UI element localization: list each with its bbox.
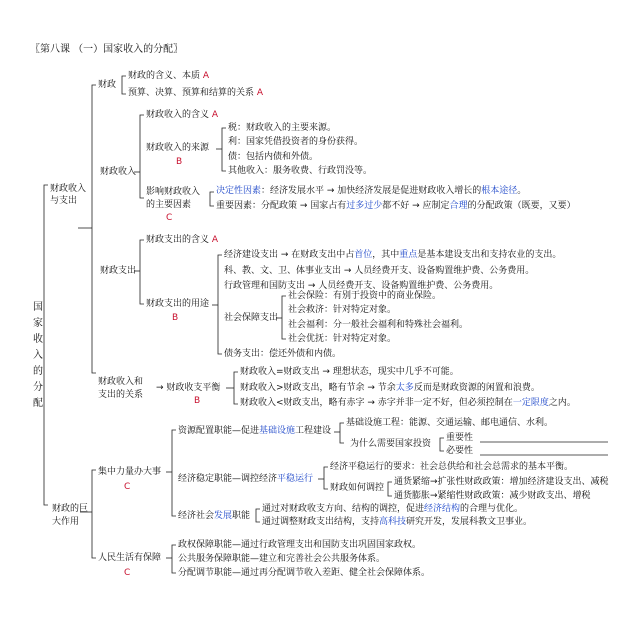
live-brace bbox=[172, 545, 176, 573]
public-function: 公共服务保障职能—建立和完善社会公共服务体系。 bbox=[178, 554, 386, 564]
s1-node: 财政收入与支出 bbox=[50, 184, 87, 206]
dev-brace bbox=[256, 509, 260, 522]
source-profit: 利：国家凭借投资者的身份获得。 bbox=[228, 137, 364, 147]
grade-c: C bbox=[124, 482, 131, 492]
s2-node: 财政的巨大作用 bbox=[52, 504, 89, 527]
decisive-factor: 决定性因素：经济发展水平 → 加快经济发展是促进财政收入增长的根本途径。 bbox=[216, 186, 527, 196]
grade-b: B bbox=[172, 313, 179, 323]
src-brace bbox=[222, 128, 226, 171]
stab-requirement: 经济平稳运行的要求：社会总供给和社会总需求的基本平衡。 bbox=[330, 462, 574, 472]
grade-c: C bbox=[124, 568, 131, 578]
grade-b: B bbox=[194, 396, 201, 406]
importance: 重要性 bbox=[446, 433, 474, 443]
big-node: 集中力量办大事 bbox=[98, 467, 162, 477]
rev-meaning: 财政收入的含义 A bbox=[146, 110, 219, 120]
infra-projects: 基础设施工程：能源、交通运输、邮电通信、水利。 bbox=[346, 418, 554, 428]
rev-brace bbox=[140, 115, 144, 198]
rel-node-2: 支出的关系 bbox=[98, 390, 144, 400]
how-brace bbox=[388, 482, 392, 496]
exp-brace bbox=[140, 240, 144, 304]
stab-brace bbox=[324, 467, 328, 489]
fac-brace bbox=[210, 192, 214, 206]
grade-a: A bbox=[211, 235, 219, 245]
rev-sources: 财政收入的来源 bbox=[146, 143, 210, 153]
dist-function: 分配调节职能—通过再分配调节收入差距、健全社会保障体系。 bbox=[178, 568, 431, 578]
why-brace bbox=[440, 438, 444, 451]
admin-expense: 行政管理和国防支出 → 人员经费开支、设备购置维护费、公务费用。 bbox=[224, 281, 499, 291]
rev-eq-exp: 财政收入=财政支出 → 理想状态，现实中几乎不可能。 bbox=[240, 367, 459, 377]
soc-brace bbox=[282, 296, 286, 339]
deflation-policy: 通货紧缩→扩张性财政政策：增加经济建设支出、减税 bbox=[394, 477, 609, 487]
stab-function: 经济稳定职能—调控经济平稳运行 bbox=[178, 474, 314, 484]
alloc-function: 资源配置职能—促进基础设施工程建设 bbox=[178, 426, 332, 436]
s1-brace bbox=[92, 85, 96, 373]
fin-item-1: 财政的含义、本质 A bbox=[128, 71, 210, 81]
rev-factors-2: 的主要因素 bbox=[146, 200, 192, 210]
why-invest: 为什么需要国家投资 bbox=[350, 439, 432, 449]
exp-meaning: 财政支出的含义 A bbox=[146, 235, 219, 245]
dev-function: 经济社会发展职能 bbox=[178, 511, 251, 521]
exp-uses: 财政支出的用途 bbox=[146, 299, 210, 309]
fin-item-2: 预算、决算、预算和结算的关系 A bbox=[128, 88, 264, 98]
rev-lt-exp: 财政收入<财政支出，略有赤字 → 赤字并非一定不好，但必须控制在一定限度之内。 bbox=[240, 398, 576, 408]
root-node: 国家收入的分配 bbox=[33, 302, 43, 409]
s2-brace bbox=[92, 470, 96, 558]
how-control: 财政如何调控 bbox=[330, 483, 385, 493]
social-care: 社会优抚：针对特定对象。 bbox=[288, 334, 397, 344]
balance: → 财政收支平衡 bbox=[156, 383, 221, 393]
social-welfare: 社会福利：分一般社会福利和特殊社会福利。 bbox=[288, 320, 469, 330]
inflation-policy: 通货膨胀→紧缩性财政政策：减少财政支出、增税 bbox=[394, 491, 591, 501]
social-aid: 社会救济：针对特定对象。 bbox=[288, 305, 397, 315]
live-node: 人民生活有保障 bbox=[98, 553, 162, 563]
source-tax: 税：财政收入的主要来源。 bbox=[228, 123, 337, 133]
grade-b: B bbox=[176, 157, 183, 167]
rev-factors-1: 影响财政收入 bbox=[146, 187, 201, 197]
fin-brace bbox=[122, 76, 126, 94]
big-brace bbox=[172, 430, 176, 516]
important-factor: 重要因素：分配政策 → 国家占有过多过少都不好 → 应制定合理的分配政策（既要，又要） bbox=[216, 201, 576, 211]
source-debt: 债：包括内债和外债。 bbox=[228, 152, 319, 162]
rel-node-1: 财政收入和 bbox=[98, 377, 144, 387]
dev-item-2: 通过调整财政支出结构，支持高科技研究开发，发展科教文卫事业。 bbox=[262, 517, 533, 527]
dev-item-1: 通过对财政收支方向、结构的调控，促进经济结构的合理与优化。 bbox=[262, 504, 524, 514]
rev-gt-exp: 财政收入>财政支出，略有节余 → 节余太多反而是财政资源的闲置和浪费。 bbox=[240, 383, 540, 393]
grade-a: A bbox=[211, 110, 219, 120]
root-brace bbox=[44, 185, 48, 505]
debt-expense: 债务支出：偿还外债和内债。 bbox=[224, 349, 342, 359]
social-insurance: 社会保险：有别于投资中的商业保险。 bbox=[288, 291, 442, 301]
fin-node: 财政 bbox=[98, 80, 117, 90]
econ-expense: 经济建设支出 → 在财政支出中占首位，其中重点是基本建设支出和支持农业的支出。 bbox=[224, 250, 562, 260]
grade-c: C bbox=[166, 213, 173, 223]
necessity: 必要性 bbox=[446, 446, 474, 456]
exp-node: 财政支出 bbox=[100, 266, 137, 276]
source-other: 其他收入：服务收费、行政罚没等。 bbox=[228, 166, 373, 176]
rel-brace bbox=[234, 372, 238, 404]
rev-node: 财政收入 bbox=[100, 167, 137, 177]
page-title: 〖第八课 （一）国家收入的分配〗 bbox=[30, 44, 184, 55]
use-brace bbox=[218, 255, 222, 354]
sci-expense: 科、教、文、卫、体事业支出 → 人员经费开支、设备购置维护费、公务费用。 bbox=[224, 266, 535, 276]
res-brace bbox=[340, 423, 344, 443]
social-expense: 社会保障支出 bbox=[224, 313, 279, 323]
grade-a: A bbox=[202, 71, 210, 81]
grade-a: A bbox=[256, 88, 264, 98]
gov-function: 政权保障职能—通过行政管理支出和国防支出巩固国家政权。 bbox=[178, 540, 422, 550]
